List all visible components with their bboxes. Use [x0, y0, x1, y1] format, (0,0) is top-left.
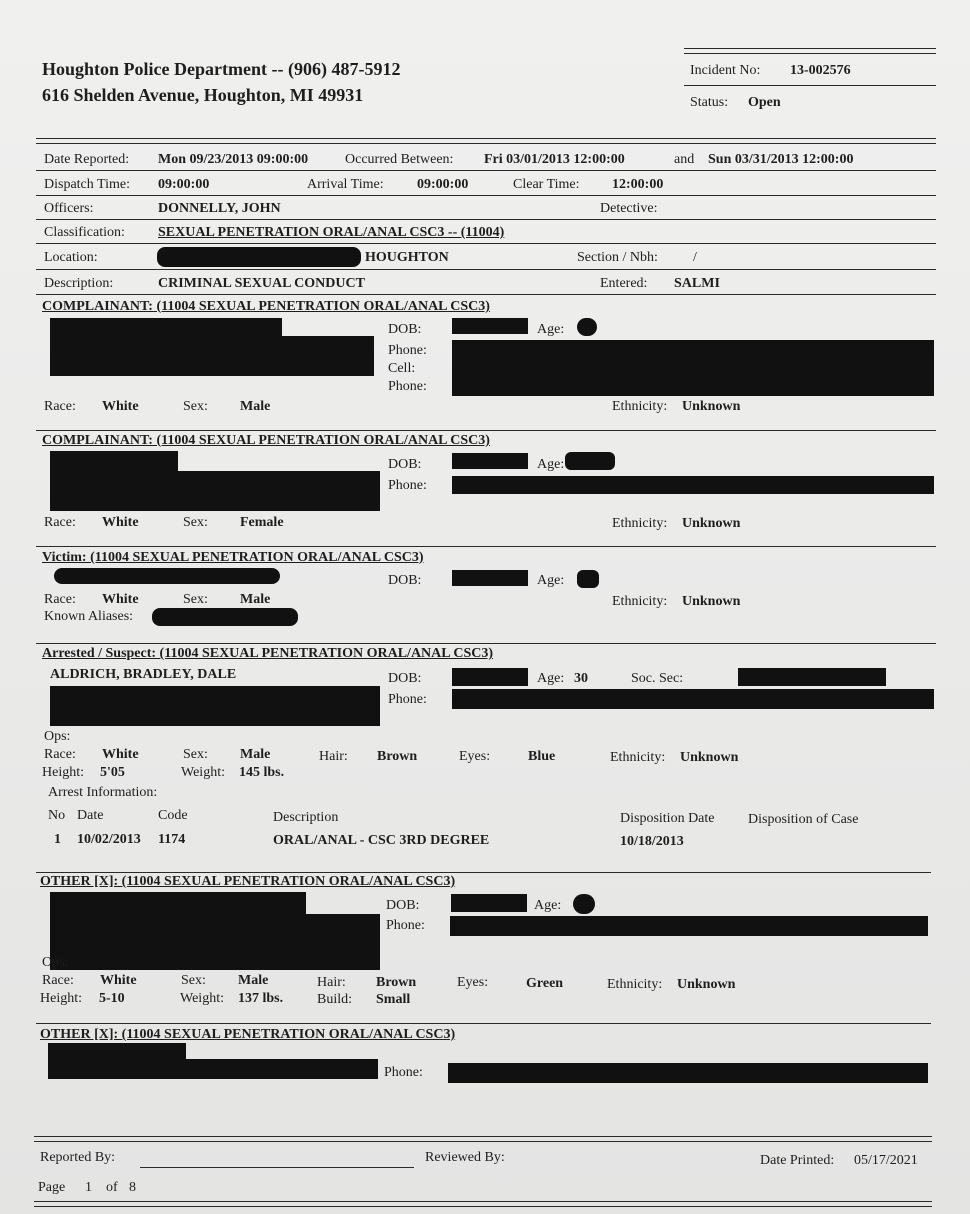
redacted-address	[157, 247, 361, 267]
age-label: Age:	[537, 322, 565, 337]
weight-label: Weight:	[181, 765, 225, 780]
officers-value: DONNELLY, JOHN	[158, 201, 281, 216]
height-label: Height:	[42, 765, 84, 780]
redacted-address	[50, 914, 380, 970]
race-label: Race:	[42, 973, 74, 988]
hair-label: Hair:	[319, 749, 348, 764]
phone-label: Phone:	[388, 343, 427, 358]
arrest-description: ORAL/ANAL - CSC 3RD DEGREE	[273, 833, 490, 848]
sex-value: Male	[240, 747, 271, 762]
build-label: Build:	[317, 992, 353, 1007]
sex-label: Sex:	[183, 592, 208, 607]
reported-by-label: Reported By:	[40, 1150, 116, 1165]
ethnicity-label: Ethnicity:	[612, 594, 668, 609]
entered-value: SALMI	[674, 276, 720, 291]
arrest-code: 1174	[158, 832, 186, 847]
suspect-age: 30	[574, 671, 588, 686]
arrest-col-description: Description	[273, 810, 339, 825]
arrest-disposition-date: 10/18/2013	[620, 834, 684, 849]
section-rule	[36, 430, 936, 431]
redacted-name	[50, 451, 178, 471]
status-label: Status:	[690, 95, 729, 110]
section-rule	[36, 546, 936, 547]
date-printed-value: 05/17/2021	[854, 1153, 918, 1168]
redacted-dob	[452, 570, 528, 586]
section-value: /	[693, 250, 697, 265]
sex-value: Male	[240, 399, 271, 414]
department-name: Houghton Police Department -- (906) 487-5912	[42, 59, 401, 79]
redacted-name	[50, 892, 306, 914]
clear-label: Clear Time:	[513, 177, 580, 192]
redacted-age	[573, 894, 595, 914]
soc-sec-label: Soc. Sec:	[631, 671, 684, 686]
sex-label: Sex:	[183, 747, 208, 762]
arrest-date: 10/02/2013	[77, 832, 141, 847]
other2-heading: OTHER [X]: (11004 SEXUAL PENETRATION ORAL/ANAL CSC3)	[40, 1027, 456, 1042]
occurred-label: Occurred Between:	[345, 152, 454, 167]
redacted-age	[577, 318, 597, 336]
section-rule	[36, 643, 936, 644]
ethnicity-value: Unknown	[682, 399, 741, 414]
arrival-time: 09:00:00	[417, 177, 469, 192]
dob-label: DOB:	[388, 457, 422, 472]
hair-value: Brown	[376, 975, 417, 990]
redacted-phone	[452, 689, 934, 709]
date-reported: Mon 09/23/2013 09:00:00	[158, 152, 309, 167]
age-label: Age:	[537, 573, 565, 588]
row-rule	[36, 269, 936, 270]
redacted-name	[54, 568, 280, 584]
sex-value: Male	[240, 592, 271, 607]
race-label: Race:	[44, 592, 76, 607]
ethnicity-label: Ethnicity:	[610, 750, 666, 765]
redacted-dob	[452, 318, 528, 334]
of-label: of	[106, 1180, 118, 1195]
race-value: White	[102, 592, 139, 607]
redacted-address	[50, 471, 380, 511]
redacted-phone	[448, 1063, 928, 1083]
race-value: White	[102, 515, 139, 530]
race-value: White	[102, 747, 139, 762]
clear-time: 12:00:00	[612, 177, 664, 192]
description-label: Description:	[44, 276, 114, 291]
height-value: 5-10	[99, 991, 125, 1006]
dispatch-time: 09:00:00	[158, 177, 210, 192]
known-aliases-label: Known Aliases:	[44, 609, 134, 624]
row-rule	[36, 294, 936, 295]
eyes-label: Eyes:	[457, 975, 489, 990]
ethnicity-label: Ethnicity:	[612, 399, 668, 414]
footer-rule-top	[34, 1136, 932, 1142]
weight-value: 145 lbs.	[239, 765, 285, 780]
arrest-info-label: Arrest Information:	[48, 785, 158, 800]
sex-value: Female	[240, 515, 284, 530]
redacted-dob	[451, 894, 527, 912]
arrival-label: Arrival Time:	[307, 177, 384, 192]
dob-label: DOB:	[388, 322, 422, 337]
department-address: 616 Shelden Avenue, Houghton, MI 49931	[42, 85, 364, 105]
summary-rule-top	[36, 138, 936, 144]
ops-label: Ops:	[44, 729, 71, 744]
ethnicity-value: Unknown	[682, 594, 741, 609]
status-value: Open	[748, 95, 781, 110]
phone-label: Phone:	[388, 478, 427, 493]
age-label: Age:	[537, 671, 565, 686]
redacted-phone	[450, 916, 928, 936]
redacted-phones	[452, 340, 934, 396]
redacted-aliases	[152, 608, 298, 626]
race-label: Race:	[44, 747, 76, 762]
redacted-ssn	[738, 668, 886, 686]
cell-label: Cell:	[388, 361, 416, 376]
redacted-dob	[452, 668, 528, 686]
eyes-label: Eyes:	[459, 749, 491, 764]
dispatch-label: Dispatch Time:	[44, 177, 130, 192]
section-rule	[36, 872, 931, 873]
classification-label: Classification:	[44, 225, 125, 240]
ethnicity-value: Unknown	[682, 516, 741, 531]
reviewed-by-label: Reviewed By:	[425, 1150, 505, 1165]
redacted-age	[565, 452, 615, 470]
dob-label: DOB:	[388, 671, 422, 686]
suspect-heading: Arrested / Suspect: (11004 SEXUAL PENETRATION ORAL/ANAL CSC3)	[42, 646, 494, 661]
incident-label: Incident No:	[690, 63, 761, 78]
build-value: Small	[376, 992, 411, 1007]
occurred-to: Sun 03/31/2013 12:00:00	[708, 152, 854, 167]
officers-label: Officers:	[44, 201, 94, 216]
dob-label: DOB:	[388, 573, 422, 588]
complainant1-heading: COMPLAINANT: (11004 SEXUAL PENETRATION ORAL/ANAL CSC3)	[42, 299, 490, 314]
eyes-value: Blue	[528, 749, 556, 764]
date-reported-label: Date Reported:	[44, 152, 130, 167]
weight-value: 137 lbs.	[238, 991, 284, 1006]
header-rule-mid	[684, 85, 936, 86]
detective-label: Detective:	[600, 201, 658, 216]
arrest-col-date: Date	[77, 808, 104, 823]
page-count: 8	[129, 1180, 136, 1195]
entered-label: Entered:	[600, 276, 648, 291]
arrest-col-no: No	[48, 808, 66, 823]
ethnicity-label: Ethnicity:	[607, 977, 663, 992]
sex-label: Sex:	[183, 399, 208, 414]
phone-label: Phone:	[388, 379, 427, 394]
row-rule	[36, 219, 936, 220]
ethnicity-value: Unknown	[677, 977, 736, 992]
date-printed-label: Date Printed:	[760, 1153, 835, 1168]
redacted-name	[50, 318, 282, 338]
ethnicity-value: Unknown	[680, 750, 739, 765]
row-rule	[36, 243, 936, 244]
ops-label: Ops:	[42, 955, 69, 970]
page-number: 1	[85, 1180, 92, 1195]
page-label: Page	[38, 1180, 66, 1195]
arrest-col-disposition-case: Disposition of Case	[748, 812, 859, 827]
redacted-phone	[452, 476, 934, 494]
phone-label: Phone:	[384, 1065, 423, 1080]
race-value: White	[100, 973, 137, 988]
height-value: 5'05	[100, 765, 125, 780]
suspect-name: ALDRICH, BRADLEY, DALE	[50, 667, 237, 682]
redacted-address	[50, 336, 374, 376]
complainant2-heading: COMPLAINANT: (11004 SEXUAL PENETRATION ORAL/ANAL CSC3)	[42, 433, 490, 448]
height-label: Height:	[40, 991, 82, 1006]
description-value: CRIMINAL SEXUAL CONDUCT	[158, 276, 365, 291]
sex-label: Sex:	[181, 973, 206, 988]
occurred-from: Fri 03/01/2013 12:00:00	[484, 152, 625, 167]
redacted-dob	[452, 453, 528, 469]
age-label: Age:	[534, 898, 562, 913]
victim-heading: Victim: (11004 SEXUAL PENETRATION ORAL/ANAL CSC3)	[42, 550, 424, 565]
race-label: Race:	[44, 515, 76, 530]
footer-rule-bottom	[34, 1201, 932, 1207]
redacted-address	[48, 1059, 378, 1079]
race-label: Race:	[44, 399, 76, 414]
sex-value: Male	[238, 973, 269, 988]
section-label: Section / Nbh:	[577, 250, 658, 265]
header-rule-top	[684, 48, 936, 54]
other1-heading: OTHER [X]: (11004 SEXUAL PENETRATION ORAL/ANAL CSC3)	[40, 874, 456, 889]
redacted-age	[577, 570, 599, 588]
arrest-no: 1	[54, 832, 61, 847]
hair-value: Brown	[377, 749, 418, 764]
location-label: Location:	[44, 250, 98, 265]
arrest-col-disposition-date: Disposition Date	[620, 811, 715, 826]
age-label: Age:	[537, 457, 565, 472]
classification-value: SEXUAL PENETRATION ORAL/ANAL CSC3 -- (11004)	[158, 225, 505, 240]
phone-label: Phone:	[386, 918, 425, 933]
row-rule	[36, 170, 936, 171]
reported-by-line	[140, 1167, 414, 1168]
incident-number: 13-002576	[790, 63, 851, 78]
occurred-and: and	[674, 152, 695, 167]
sex-label: Sex:	[183, 515, 208, 530]
row-rule	[36, 195, 936, 196]
weight-label: Weight:	[180, 991, 224, 1006]
section-rule	[36, 1023, 931, 1024]
ethnicity-label: Ethnicity:	[612, 516, 668, 531]
redacted-address	[50, 686, 380, 726]
location-city: HOUGHTON	[365, 250, 449, 265]
hair-label: Hair:	[317, 975, 346, 990]
dob-label: DOB:	[386, 898, 420, 913]
arrest-col-code: Code	[158, 808, 188, 823]
phone-label: Phone:	[388, 692, 427, 707]
race-value: White	[102, 399, 139, 414]
eyes-value: Green	[526, 976, 564, 991]
